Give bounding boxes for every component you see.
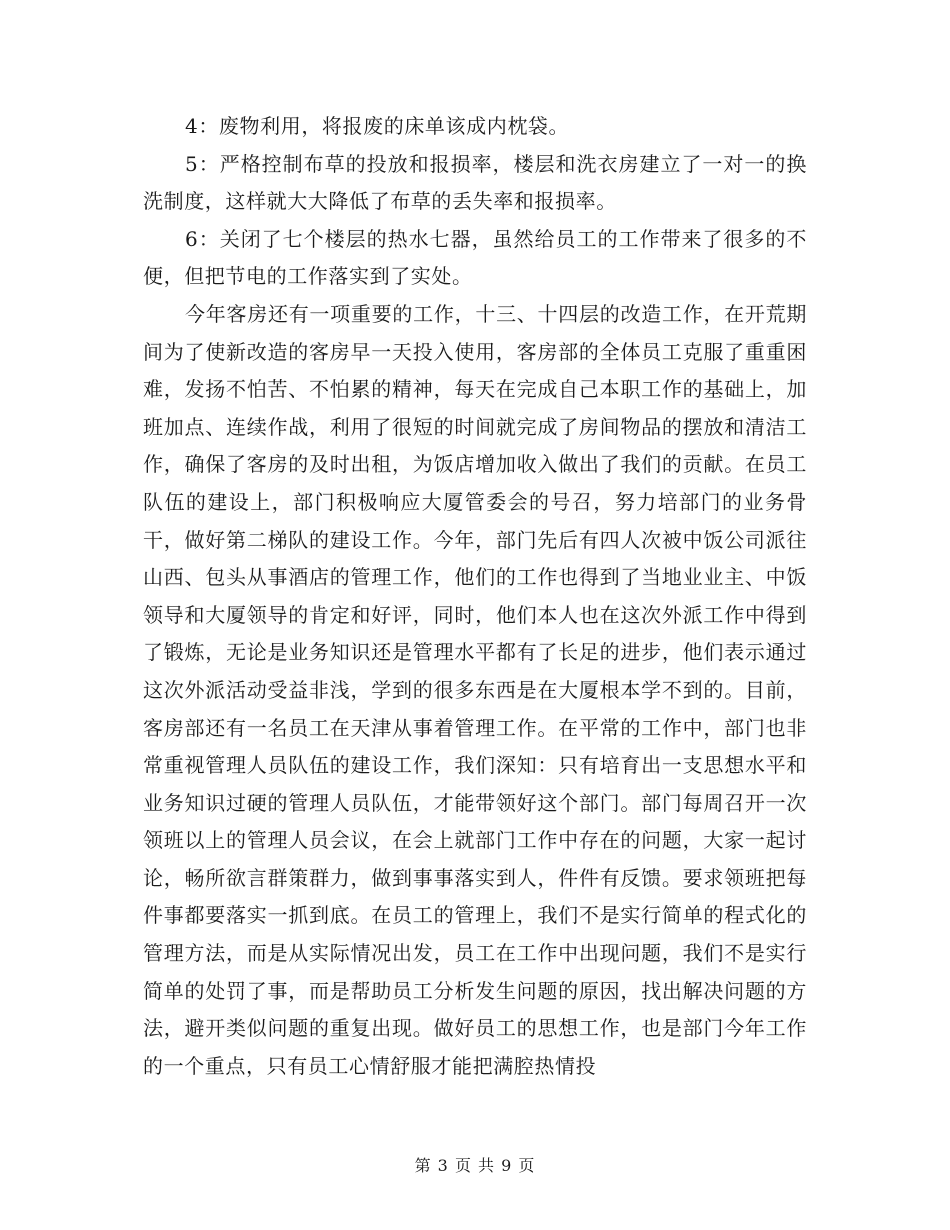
- paragraph-item-6: 6：关闭了七个楼层的热水七器，虽然给员工的工作带来了很多的不便，但把节电的工作落实到了实处。: [143, 226, 807, 289]
- page-number-footer: 第 3 页 共 9 页: [414, 1156, 536, 1175]
- paragraph-main: 今年客房还有一项重要的工作，十三、十四层的改造工作，在开荒期间为了使新改造的客房早一天投入使用，客房部的全体员工克服了重重困难，发扬不怕苦、不怕累的精神，每天在完成自己本职工作的基础上，加班加点、连续作战，利用了很短的时间就完成了房间物品的摆放和清洁工作，确保了客房的及时出租，为饭店增加收入做出了我们的贡献。在员工队伍的建设上，部门积极响应大厦管委会的号召，努力培部门的业务骨干，做好第二梯队的建设工作。今年，部门先后有四人次被中饭公司派往山西、包头从事酒店的管理工作，他们的工作也得到了当地业业主、中饭领导和大厦领导的肯定和好评，同时，他们本人也在这次外派工作中得到了锻炼，无论是业务知识还是管理水平都有了长足的进步，他们表示通过这次外派活动受益非浅，学到的很多东西是在大厦根本学不到的。目前，客房部还有一名员工在天津从事着管理工作。在平常的工作中，部门也非常重视管理人员队伍的建设工作，我们深知：只有培育出一支思想水平和业务知识过硬的管理人员队伍，才能带领好这个部门。部门每周召开一次领班以上的管理人员会议，在会上就部门工作中存在的问题，大家一起讨论，畅所欲言群策群力，做到事事落实到人，件件有反馈。要求领班把每件事都要落实一抓到底。在员工的管理上，我们不是实行简单的程式化的管理方法，而是从实际情况出发，员工在工作中出现问题，我们不是实行简单的处罚了事，而是帮助员工分析发生问题的原因，找出解决问题的方法，避开类似问题的重复出现。做好员工的思想工作，也是部门今年工作的一个重点，只有员工心情舒服才能把满腔热情投: [143, 301, 807, 1078]
- document-body: [143, 108, 807, 1085]
- paragraph-item-5: 5：严格控制布草的投放和报损率，楼层和洗衣房建立了一对一的换洗制度，这样就大大降低了布草的丢失率和报损率。: [143, 151, 807, 214]
- paragraph-item-4: 4：废物利用，将报废的床单该成内枕袋。: [185, 114, 570, 138]
